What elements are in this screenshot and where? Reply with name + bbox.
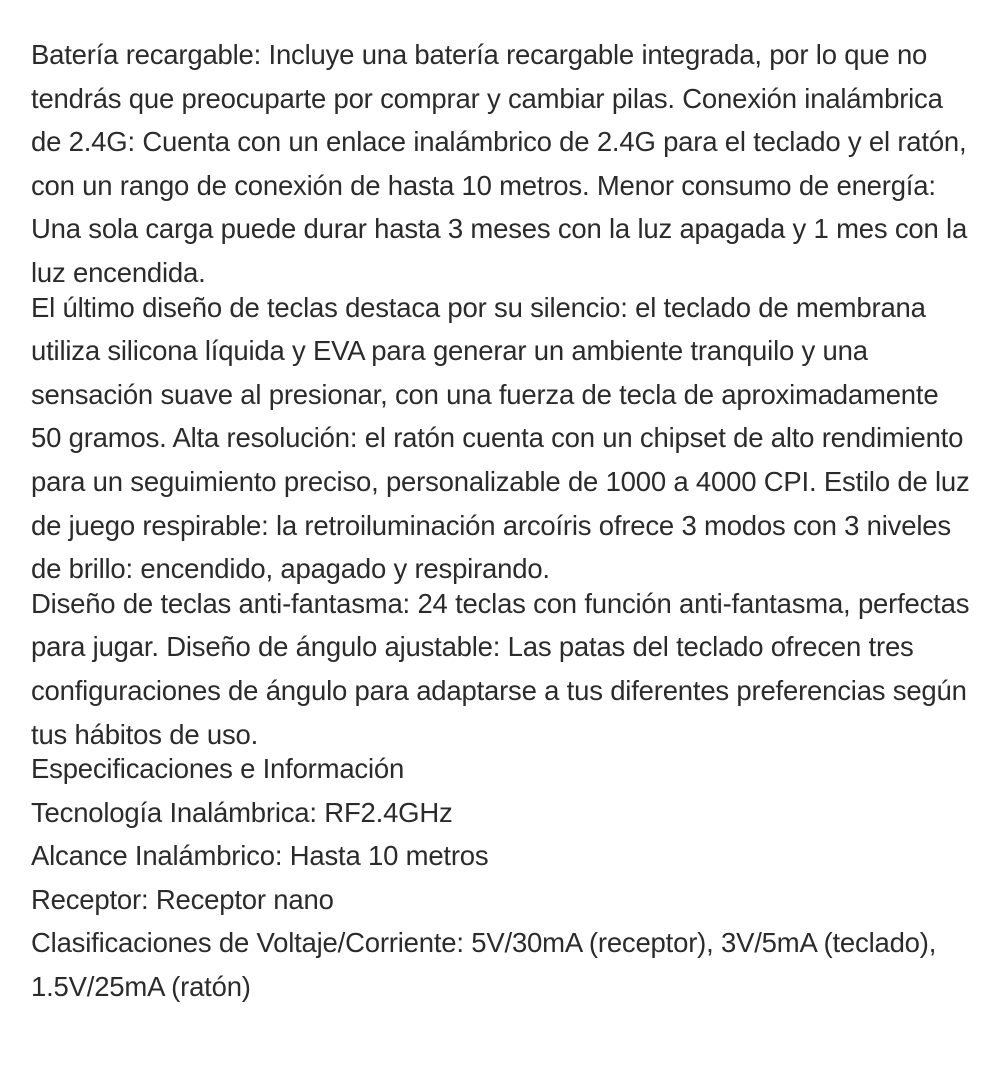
- spec-wireless-technology: Tecnología Inalámbrica: RF2.4GHz: [31, 796, 453, 828]
- specifications-section: [31, 747, 971, 1009]
- product-description: [31, 33, 971, 1009]
- paragraph-battery-wireless: Batería recargable: Incluye una batería recargable integrada, por lo que no tendrás que preocuparte por comprar y cambiar pilas. Conexión inalámbrica de 2.4G: Cuenta con un enlace inalámbrico de 2.4G para el teclado y el ratón, con un rango de conexión de hasta 10 metros. Menor consumo de energía: Una sola carga puede durar hasta 3 meses con la luz apagada y 1 mes con la luz encendida.: [31, 39, 968, 288]
- spec-voltage-current: Clasificaciones de Voltaje/Corriente: 5V/30mA (receptor), 3V/5mA (teclado), 1.5V/25mA (ratón): [31, 927, 937, 1003]
- spec-wireless-range: Alcance Inalámbrico: Hasta 10 metros: [31, 840, 489, 872]
- paragraph-anti-ghosting: Diseño de teclas anti-fantasma: 24 teclas con función anti-fantasma, perfectas para jugar. Diseño de ángulo ajustable: Las patas del teclado ofrecen tres configuraciones de ángulo para adaptarse a tus diferentes preferencias según tus hábitos de uso.: [31, 587, 970, 750]
- specifications-heading: Especificaciones e Información: [31, 753, 405, 785]
- paragraph-silent-keys: El último diseño de teclas destaca por su silencio: el teclado de membrana utiliza silicona líquida y EVA para generar un ambiente tranquilo y una sensación suave al presionar, con una fuerza de tecla de aproximadamente 50 gramos. Alta resolución: el ratón cuenta con un chipset de alto rendimiento para un seguimiento preciso, personalizable de 1000 a 4000 CPI. Estilo de luz de juego respirable: la retroiluminación arcoíris ofrece 3 modos con 3 niveles de brillo: encendido, apagado y respirando.: [31, 291, 970, 585]
- spec-receiver: Receptor: Receptor nano: [31, 883, 334, 915]
